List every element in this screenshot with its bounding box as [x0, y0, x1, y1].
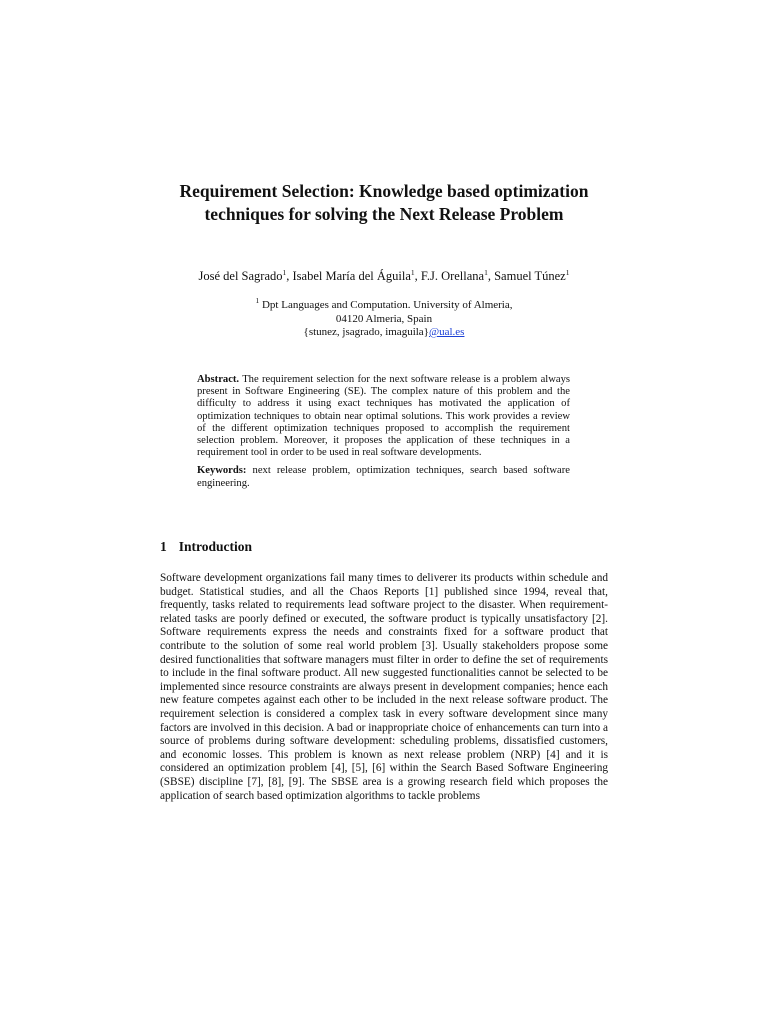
- author: [293, 269, 421, 283]
- author-separator: ,: [487, 269, 495, 283]
- author-separator: ,: [414, 269, 421, 283]
- affiliation-mark: 1: [255, 296, 260, 305]
- abstract-block: [197, 374, 570, 490]
- author-separator: ,: [286, 269, 293, 283]
- title-line-2: techniques for solving the Next Release Problem: [204, 204, 564, 224]
- author-name: Samuel Túnez: [494, 269, 566, 283]
- email-names: {stunez, jsagrado, imaguila}: [303, 326, 429, 338]
- author-name: José del Sagrado: [198, 269, 283, 283]
- keywords-text: next release problem, optimization techniques, search based software engineering.: [197, 465, 570, 489]
- author: [199, 269, 293, 283]
- keywords-paragraph: [197, 465, 570, 489]
- author-name: Isabel María del Águila: [292, 269, 411, 283]
- author: [494, 269, 569, 283]
- author-affiliation-mark: 1: [565, 268, 570, 277]
- section-title: Introduction: [178, 539, 253, 554]
- author-name: F.J. Orellana: [420, 269, 485, 283]
- affiliation-department: Dpt Languages and Computation. University of Almeria,: [259, 299, 513, 311]
- affiliation-line-1: [200, 296, 568, 313]
- email-domain-link[interactable]: @ual.es: [428, 326, 465, 338]
- paper-title: [150, 180, 618, 226]
- title-line-1: Requirement Selection: Knowledge based optimization: [179, 181, 589, 201]
- author-affiliation-mark: 1: [282, 268, 287, 277]
- author-affiliation-mark: 1: [410, 268, 415, 277]
- author: [421, 269, 494, 283]
- abstract-text: The requirement selection for the next software release is a problem always present in Software Engineering (SE). The complex nature of this problem and the difficulty to address it using exact techniques has motivated the application of optimization techniques to obtain near optimal solutions. This work provides a review of the different optimization techniques proposed to accomplish the requirement selection problem. Moreover, it proposes the application of these techniques in a requirement tool in order to be used in real software developments.: [197, 374, 570, 459]
- affiliation-address: 04120 Almeria, Spain: [335, 312, 433, 325]
- affiliation-block: [200, 296, 568, 340]
- section-number: 1: [160, 539, 167, 554]
- keywords-label: Keywords:: [197, 465, 247, 477]
- affiliation-emails: [200, 326, 568, 340]
- introduction-body: Software development organizations fail many times to deliverer its products within schedule and budget. Statistical studies, and all the Chaos Reports [1] published since 1994, reveal that, frequently, tasks related to requirements lead software project to the disaster. When requirement-related tasks are poorly defined or executed, the software product is typically unsatisfactory [2]. Software requirements express the needs and constraints fixed for a software product that contribute to the solution of some real world problem [3]. Usually stakeholders propose some desired functionalities that software managers must filter in order to define the set of requirements to include in the final software product. All new suggested functionalities cannot be selected to be implemented since resource constraints are always present in development companies; hence each new feature competes against each other to be included in the next release software product. The requirement selection is considered a complex task in every software development since many factors are involved in this decision. A bad or inappropriate choice of enhancements can turn into a source of problems during software development: scheduling problems, dissatisfied customers, and economic losses. This problem is known as next release problem (NRP) [4] and it is considered an optimization problem [4], [5], [6] within the Search Based Software Engineering (SBSE) discipline [7], [8], [9]. The SBSE area is a growing research field which proposes the application of search based optimization algorithms to tackle problems: [160, 572, 608, 802]
- abstract-paragraph: [197, 374, 570, 459]
- author-list: [120, 268, 648, 284]
- abstract-label: Abstract.: [197, 374, 240, 385]
- section-heading: [160, 539, 252, 555]
- author-affiliation-mark: 1: [484, 268, 488, 277]
